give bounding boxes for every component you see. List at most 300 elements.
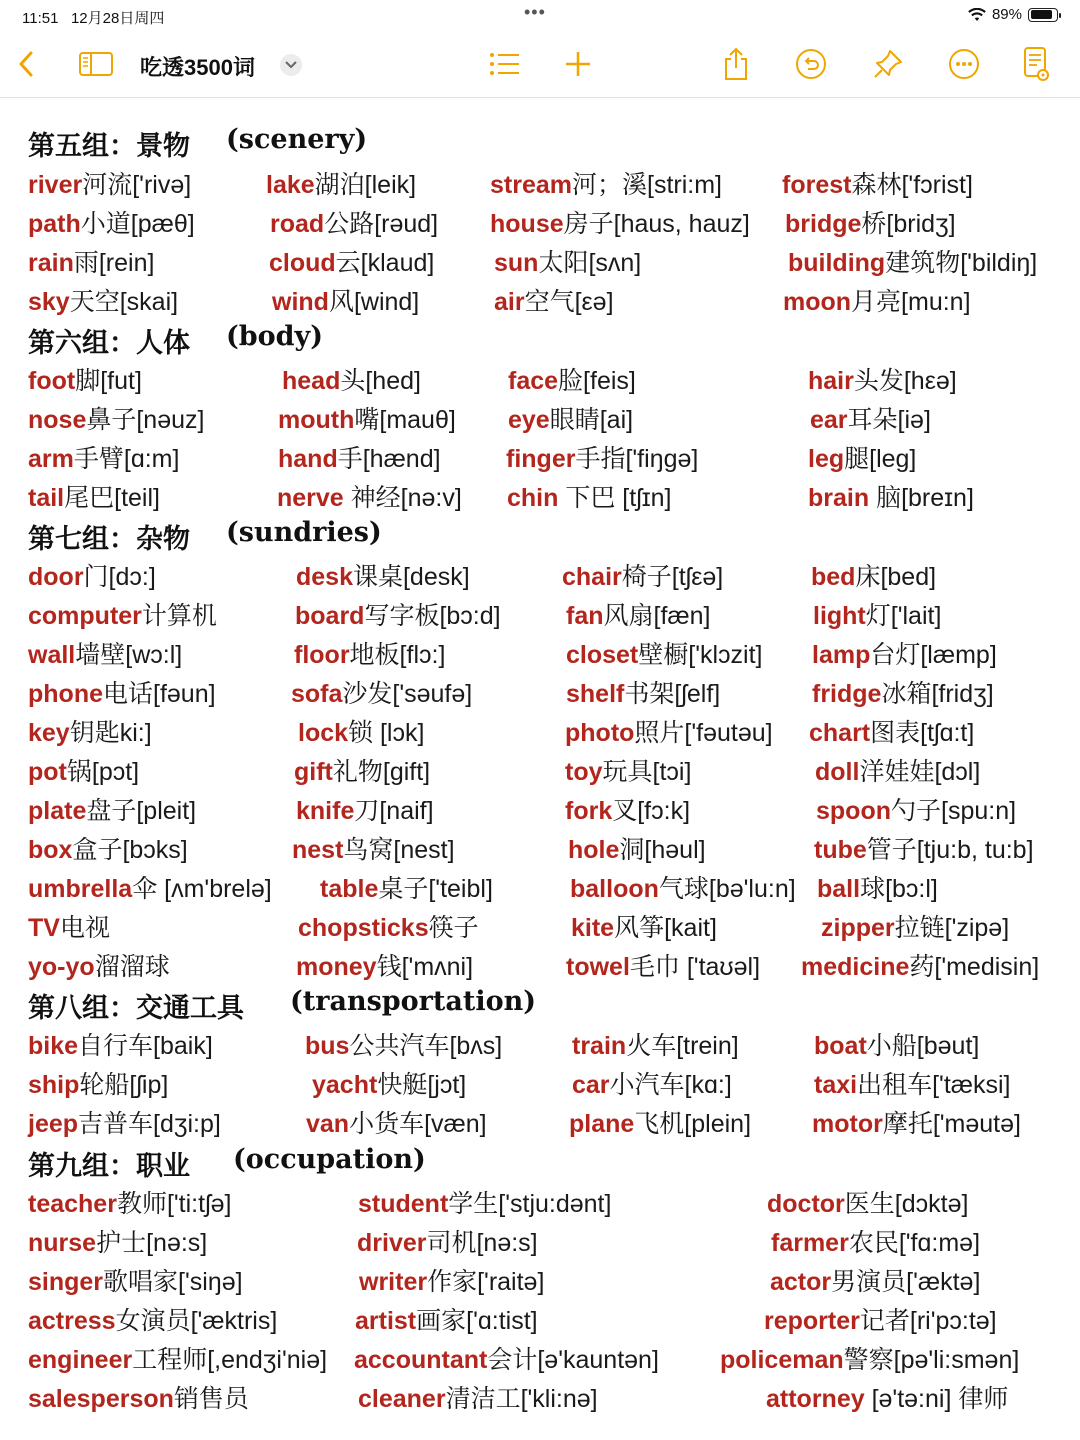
checklist-button[interactable] bbox=[485, 44, 525, 84]
vocab-entry bbox=[570, 874, 796, 904]
plus-icon bbox=[565, 51, 591, 77]
vocab-word: motor bbox=[812, 1110, 883, 1138]
vocab-meaning: [ə'tə:ni] 律师 bbox=[864, 1385, 1009, 1413]
vocab-entry bbox=[270, 209, 438, 239]
vocab-meaning: 小汽车[kɑ:] bbox=[609, 1071, 732, 1099]
vocab-word: boat bbox=[814, 1032, 867, 1060]
vocab-meaning: 公路[rəud] bbox=[324, 210, 439, 238]
vocab-entry bbox=[295, 601, 501, 631]
vocab-word: eye bbox=[508, 406, 550, 434]
vocab-word: forest bbox=[782, 171, 852, 199]
section-heading-cn: 第九组：职业 bbox=[28, 1151, 190, 1182]
vocab-word: salesperson bbox=[28, 1385, 174, 1413]
vocab-entry bbox=[814, 835, 1034, 865]
vocab-word: face bbox=[508, 367, 559, 395]
vocab-meaning: 手指['fiŋgə] bbox=[575, 445, 699, 473]
vocab-meaning: 农民['fɑ:mə] bbox=[848, 1229, 981, 1257]
title-menu-button[interactable] bbox=[280, 54, 302, 76]
vocab-word: money bbox=[296, 953, 377, 981]
vocab-entry bbox=[809, 718, 974, 748]
vocab-word: rain bbox=[28, 249, 74, 277]
vocab-meaning: 勺子[spu:n] bbox=[891, 797, 1017, 825]
section-heading bbox=[28, 321, 324, 360]
section-heading-en: (transportation) bbox=[290, 986, 537, 1017]
wifi-icon bbox=[968, 8, 986, 22]
status-right bbox=[968, 6, 1058, 23]
vocab-entry bbox=[568, 835, 706, 865]
section-heading bbox=[28, 124, 368, 163]
vocab-word: gift bbox=[294, 758, 333, 786]
vocab-entry bbox=[28, 1267, 243, 1297]
vocab-word: actress bbox=[28, 1307, 116, 1335]
vocab-word: bridge bbox=[785, 210, 862, 238]
vocab-word: house bbox=[490, 210, 564, 238]
vocab-meaning: 门[dɔ:] bbox=[83, 563, 156, 591]
vocab-word: foot bbox=[28, 367, 76, 395]
vocab-word: light bbox=[813, 602, 866, 630]
vocab-word: phone bbox=[28, 680, 103, 708]
vocab-word: writer bbox=[359, 1268, 428, 1296]
section-heading-en: (body) bbox=[226, 321, 324, 352]
vocab-entry bbox=[814, 1031, 979, 1061]
list-icon bbox=[489, 52, 521, 76]
section-heading bbox=[28, 517, 382, 556]
section-heading-cn: 第七组：杂物 bbox=[28, 524, 190, 555]
vocab-meaning: 男演员['æktə] bbox=[831, 1268, 981, 1296]
vocab-meaning: 手[hænd] bbox=[337, 445, 441, 473]
vocab-entry bbox=[811, 562, 936, 592]
vocab-word: sofa bbox=[291, 680, 343, 708]
vocab-entry bbox=[28, 444, 179, 474]
section-heading-cn: 第八组：交通工具 bbox=[28, 993, 244, 1024]
vocab-word: chin bbox=[507, 484, 559, 512]
vocab-meaning: 锅[pɔt] bbox=[66, 758, 140, 786]
vocab-meaning: 钱['mʌni] bbox=[376, 953, 474, 981]
vocab-entry bbox=[572, 1070, 732, 1100]
vocab-word: lake bbox=[266, 171, 315, 199]
vocab-meaning: 电视 bbox=[59, 914, 110, 942]
add-button[interactable] bbox=[558, 44, 598, 84]
document-title[interactable]: 吃透3500词 bbox=[140, 55, 255, 80]
vocab-meaning: 医生[dɔktə] bbox=[844, 1190, 969, 1218]
vocab-entry bbox=[278, 444, 441, 474]
vocab-word: cleaner bbox=[358, 1385, 446, 1413]
vocab-word: spoon bbox=[816, 797, 891, 825]
vocab-meaning: 风筝[kait] bbox=[614, 914, 717, 942]
vocab-entry bbox=[565, 796, 690, 826]
section-heading bbox=[28, 986, 537, 1025]
vocab-word: knife bbox=[296, 797, 355, 825]
vocab-entry bbox=[298, 718, 424, 748]
vocab-meaning: 风扇[fæn] bbox=[603, 602, 711, 630]
vocab-entry bbox=[782, 170, 973, 200]
vocab-meaning: 墙壁[wɔ:l] bbox=[75, 641, 183, 669]
vocab-word: bus bbox=[305, 1032, 350, 1060]
vocab-entry bbox=[357, 1228, 538, 1258]
vocab-word: lock bbox=[298, 719, 349, 747]
vocab-entry bbox=[562, 562, 723, 592]
vocab-meaning: 出租车['tæksi] bbox=[857, 1071, 1011, 1099]
vocab-word: ear bbox=[810, 406, 848, 434]
vocab-meaning: 警察[pə'li:smən] bbox=[843, 1346, 1020, 1374]
vocab-word: chopsticks bbox=[298, 914, 429, 942]
vocab-entry bbox=[28, 483, 160, 513]
vocab-meaning: 鼻子[nəuz] bbox=[86, 406, 205, 434]
vocab-meaning: 球[bɔ:l] bbox=[860, 875, 938, 903]
vocab-word: mouth bbox=[278, 406, 355, 434]
status-bar bbox=[0, 0, 1080, 32]
vocab-word: sun bbox=[494, 249, 539, 277]
vocab-word: tail bbox=[28, 484, 65, 512]
vocab-word: jeep bbox=[28, 1110, 79, 1138]
vocab-word: medicine bbox=[801, 953, 910, 981]
vocab-meaning: 气球[bə'lu:n] bbox=[658, 875, 796, 903]
vocab-word: van bbox=[306, 1110, 350, 1138]
vocab-entry bbox=[490, 170, 722, 200]
vocab-meaning: 歌唱家['siŋə] bbox=[103, 1268, 243, 1296]
vocab-entry bbox=[28, 1306, 277, 1336]
vocab-meaning: 眼睛[ai] bbox=[549, 406, 634, 434]
sidebar-toggle-button[interactable] bbox=[76, 44, 116, 84]
vocab-meaning: 头发[hεə] bbox=[853, 367, 957, 395]
vocab-entry bbox=[28, 366, 142, 396]
vocab-meaning: 画家['ɑ:tist] bbox=[416, 1307, 538, 1335]
vocab-meaning: 拉链['zipə] bbox=[894, 914, 1010, 942]
vocab-entry bbox=[766, 1384, 1008, 1414]
vocab-entry bbox=[569, 1109, 751, 1139]
vocab-entry bbox=[812, 1109, 1021, 1139]
vocab-meaning: 女演员['æktris] bbox=[115, 1307, 278, 1335]
vocab-entry bbox=[298, 913, 479, 943]
section-heading-cn: 第五组：景物 bbox=[28, 131, 190, 162]
vocab-meaning: 森林['fɔrist] bbox=[851, 171, 973, 199]
vocab-meaning: 销售员 bbox=[173, 1385, 249, 1413]
vocab-word: desk bbox=[296, 563, 353, 591]
vocab-word: path bbox=[28, 210, 81, 238]
note-body[interactable] bbox=[0, 98, 1080, 1440]
vocab-entry bbox=[808, 444, 916, 474]
vocab-word: yacht bbox=[312, 1071, 378, 1099]
vocab-meaning: 快艇[jɔt] bbox=[377, 1071, 467, 1099]
vocab-meaning: 沙发['səufə] bbox=[342, 680, 473, 708]
vocab-word: cloud bbox=[269, 249, 336, 277]
vocab-entry bbox=[767, 1189, 968, 1219]
vocab-entry bbox=[359, 1267, 544, 1297]
vocab-entry bbox=[354, 1345, 659, 1375]
vocab-meaning: 桥[bridʒ] bbox=[861, 210, 956, 238]
sidebar-icon bbox=[78, 50, 114, 78]
vocab-meaning: 学生['stju:dənt] bbox=[448, 1190, 612, 1218]
vocab-meaning: 嘴[mauθ] bbox=[354, 406, 456, 434]
markup-button[interactable] bbox=[868, 44, 908, 84]
vocab-entry bbox=[28, 209, 195, 239]
vocab-meaning: 尾巴[teil] bbox=[64, 484, 160, 512]
section-heading-en: (occupation) bbox=[233, 1144, 426, 1175]
vocab-meaning: 雨[rein] bbox=[73, 249, 155, 277]
vocab-entry bbox=[28, 1189, 231, 1219]
vocab-word: yo-yo bbox=[28, 953, 95, 981]
vocab-entry bbox=[320, 874, 493, 904]
vocab-meaning: 盘子[pleit] bbox=[86, 797, 197, 825]
vocab-word: singer bbox=[28, 1268, 104, 1296]
vocab-word: table bbox=[320, 875, 379, 903]
vocab-entry bbox=[771, 1228, 980, 1258]
vocab-word: teacher bbox=[28, 1190, 117, 1218]
vocab-entry bbox=[272, 287, 419, 317]
share-button[interactable] bbox=[716, 44, 756, 84]
more-icon bbox=[948, 48, 980, 80]
vocab-meaning: 洞[həul] bbox=[619, 836, 706, 864]
pin-icon bbox=[872, 48, 904, 80]
vocab-word: taxi bbox=[814, 1071, 858, 1099]
vocab-entry bbox=[815, 757, 980, 787]
vocab-entry bbox=[28, 1228, 207, 1258]
multitasking-dots[interactable]: ••• bbox=[524, 2, 546, 22]
vocab-meaning: 叉[fɔ:k] bbox=[612, 797, 691, 825]
vocab-entry bbox=[494, 287, 614, 317]
section-heading-cn: 第六组：人体 bbox=[28, 328, 190, 359]
vocab-word: nest bbox=[292, 836, 344, 864]
vocab-word: artist bbox=[355, 1307, 417, 1335]
vocab-meaning: 盒子[bɔks] bbox=[72, 836, 188, 864]
vocab-entry bbox=[566, 679, 720, 709]
vocab-entry bbox=[28, 718, 152, 748]
vocab-meaning: 脑[breɪn] bbox=[869, 484, 974, 512]
undo-icon bbox=[795, 48, 827, 80]
vocab-entry bbox=[817, 874, 938, 904]
section-heading-en: (scenery) bbox=[226, 124, 368, 155]
vocab-meaning: 天空[skai] bbox=[69, 288, 179, 316]
vocab-meaning: 椅子[tʃεə] bbox=[621, 563, 724, 591]
vocab-entry bbox=[266, 170, 416, 200]
vocab-word: fork bbox=[565, 797, 613, 825]
vocab-meaning: 云[klaud] bbox=[335, 249, 435, 277]
vocab-word: bed bbox=[811, 563, 856, 591]
notes-toolbar bbox=[0, 32, 1080, 98]
vocab-meaning: 湖泊[leik] bbox=[314, 171, 417, 199]
vocab-entry bbox=[28, 757, 139, 787]
vocab-meaning: 桌子['teibl] bbox=[378, 875, 493, 903]
vocab-entry bbox=[28, 796, 196, 826]
vocab-meaning: 月亮[mu:n] bbox=[851, 288, 971, 316]
vocab-entry bbox=[565, 757, 691, 787]
vocab-word: road bbox=[270, 210, 325, 238]
vocab-entry bbox=[28, 1031, 213, 1061]
vocab-word: box bbox=[28, 836, 73, 864]
vocab-entry bbox=[490, 209, 750, 239]
vocab-entry bbox=[812, 679, 994, 709]
vocab-meaning: 锁 [lɔk] bbox=[348, 719, 425, 747]
vocab-word: key bbox=[28, 719, 70, 747]
vocab-word: closet bbox=[566, 641, 639, 669]
vocab-entry bbox=[783, 287, 971, 317]
back-chevron-icon bbox=[16, 50, 36, 78]
vocab-word: nerve bbox=[277, 484, 344, 512]
vocab-entry bbox=[28, 835, 188, 865]
vocab-meaning: 台灯[læmp] bbox=[870, 641, 997, 669]
vocab-word: moon bbox=[783, 288, 852, 316]
vocab-meaning: 鸟窝[nest] bbox=[343, 836, 455, 864]
vocab-word: kite bbox=[571, 914, 615, 942]
vocab-meaning: 工程师[,endʒi'niə] bbox=[132, 1346, 328, 1374]
vocab-entry bbox=[296, 562, 470, 592]
vocab-entry bbox=[28, 287, 178, 317]
vocab-meaning: 手臂[ɑ:m] bbox=[73, 445, 180, 473]
vocab-meaning: 耳朵[iə] bbox=[847, 406, 931, 434]
vocab-word: doctor bbox=[767, 1190, 845, 1218]
vocab-entry bbox=[571, 913, 717, 943]
more-button[interactable] bbox=[944, 44, 984, 84]
vocab-entry bbox=[292, 835, 455, 865]
vocab-entry bbox=[306, 1109, 487, 1139]
vocab-meaning: 神经[nə:v] bbox=[343, 484, 462, 512]
vocab-entry bbox=[28, 1070, 168, 1100]
vocab-meaning: 灯['lait] bbox=[865, 602, 942, 630]
vocab-meaning: 床[bed] bbox=[855, 563, 937, 591]
vocab-meaning: 伞 [ʌm'brelə] bbox=[132, 875, 272, 903]
vocab-entry bbox=[566, 952, 760, 982]
vocab-meaning: 地板[flɔ:] bbox=[349, 641, 446, 669]
vocab-meaning: 飞机[plein] bbox=[634, 1110, 752, 1138]
battery-icon bbox=[1028, 8, 1058, 22]
vocab-entry bbox=[506, 444, 698, 474]
vocab-word: tube bbox=[814, 836, 867, 864]
vocab-entry bbox=[28, 952, 170, 982]
vocab-meaning: 河；溪[stri:m] bbox=[572, 171, 722, 199]
vocab-word: nurse bbox=[28, 1229, 97, 1257]
vocab-word: arm bbox=[28, 445, 74, 473]
vocab-meaning: 腿[leg] bbox=[844, 445, 917, 473]
vocab-meaning: 照片['fəutəu] bbox=[634, 719, 773, 747]
vocab-entry bbox=[282, 366, 421, 396]
vocab-entry bbox=[810, 405, 931, 435]
vocab-entry bbox=[294, 757, 430, 787]
vocab-word: pot bbox=[28, 758, 67, 786]
vocab-meaning: 玩具[tɔi] bbox=[602, 758, 692, 786]
vocab-meaning: 房子[haus, hauz] bbox=[563, 210, 750, 238]
vocab-entry bbox=[291, 679, 472, 709]
vocab-word: towel bbox=[566, 953, 630, 981]
vocab-meaning: 河流['rivə] bbox=[82, 171, 192, 199]
vocab-word: finger bbox=[506, 445, 576, 473]
back-button[interactable] bbox=[6, 44, 46, 84]
vocab-word: lamp bbox=[812, 641, 871, 669]
vocab-meaning: 记者[ri'pɔ:tə] bbox=[859, 1307, 997, 1335]
vocab-entry bbox=[814, 1070, 1011, 1100]
vocab-word: fan bbox=[566, 602, 604, 630]
vocab-word: wall bbox=[28, 641, 76, 669]
vocab-entry bbox=[296, 952, 473, 982]
vocab-entry bbox=[494, 248, 641, 278]
vocab-meaning: 刀[naif] bbox=[354, 797, 434, 825]
vocab-word: chair bbox=[562, 563, 622, 591]
vocab-meaning: 壁橱['klɔzit] bbox=[638, 641, 763, 669]
vocab-word: driver bbox=[357, 1229, 427, 1257]
vocab-entry bbox=[788, 248, 1037, 278]
vocab-word: policeman bbox=[720, 1346, 844, 1374]
vocab-word: balloon bbox=[570, 875, 659, 903]
vocab-entry bbox=[358, 1384, 598, 1414]
vocab-entry bbox=[358, 1189, 611, 1219]
vocab-entry bbox=[28, 640, 182, 670]
vocab-meaning: 管子[tju:b, tu:b] bbox=[866, 836, 1034, 864]
vocab-word: chart bbox=[809, 719, 871, 747]
vocab-entry bbox=[572, 1031, 739, 1061]
vocab-word: student bbox=[358, 1190, 449, 1218]
vocab-entry bbox=[508, 405, 633, 435]
vocab-entry bbox=[278, 405, 456, 435]
vocab-word: ball bbox=[817, 875, 861, 903]
vocab-entry bbox=[28, 1109, 221, 1139]
battery-fill bbox=[1031, 10, 1053, 19]
vocab-meaning: 轮船[ʃip] bbox=[79, 1071, 169, 1099]
vocab-entry bbox=[28, 874, 272, 904]
section-heading-en: (sundries) bbox=[226, 517, 382, 548]
status-time: 11:51 12月28日周四 bbox=[22, 10, 165, 27]
vocab-entry bbox=[816, 796, 1016, 826]
vocab-meaning: 教师['ti:tʃə] bbox=[116, 1190, 232, 1218]
vocab-meaning: 公共汽车[bʌs] bbox=[349, 1032, 503, 1060]
vocab-entry bbox=[808, 366, 957, 396]
new-note-button[interactable] bbox=[1016, 44, 1056, 84]
vocab-word: TV bbox=[28, 914, 60, 942]
vocab-meaning: 小道[pæθ] bbox=[80, 210, 195, 238]
vocab-meaning: 清洁工['kli:nə] bbox=[445, 1385, 598, 1413]
vocab-meaning: 计算机 bbox=[141, 602, 217, 630]
vocab-word: brain bbox=[808, 484, 870, 512]
vocab-entry bbox=[294, 640, 445, 670]
vocab-word: shelf bbox=[566, 680, 625, 708]
vocab-meaning: 电话[fəun] bbox=[103, 680, 216, 708]
vocab-entry bbox=[821, 913, 1009, 943]
undo-button[interactable] bbox=[791, 44, 831, 84]
vocab-word: doll bbox=[815, 758, 860, 786]
vocab-meaning: 风[wind] bbox=[328, 288, 420, 316]
vocab-meaning: 冰箱[fridʒ] bbox=[881, 680, 994, 708]
vocab-word: head bbox=[282, 367, 341, 395]
vocab-word: train bbox=[572, 1032, 627, 1060]
vocab-word: bike bbox=[28, 1032, 79, 1060]
vocab-word: attorney bbox=[766, 1385, 865, 1413]
vocab-word: plate bbox=[28, 797, 87, 825]
vocab-word: building bbox=[788, 249, 886, 277]
vocab-word: floor bbox=[294, 641, 350, 669]
vocab-entry bbox=[507, 483, 672, 513]
vocab-word: umbrella bbox=[28, 875, 133, 903]
vocab-entry bbox=[277, 483, 462, 513]
vocab-meaning: 头[hed] bbox=[340, 367, 421, 395]
vocab-entry bbox=[305, 1031, 502, 1061]
vocab-entry bbox=[355, 1306, 538, 1336]
vocab-entry bbox=[720, 1345, 1019, 1375]
vocab-meaning: 下巴 [tʃɪn] bbox=[558, 484, 672, 512]
vocab-meaning: 司机[nə:s] bbox=[426, 1229, 538, 1257]
vocab-entry bbox=[28, 562, 156, 592]
vocab-meaning: 护士[nə:s] bbox=[96, 1229, 208, 1257]
vocab-meaning: 写字板[bɔ:d] bbox=[364, 602, 501, 630]
vocab-meaning: 洋娃娃[dɔl] bbox=[859, 758, 981, 786]
vocab-meaning: 自行车[baik] bbox=[78, 1032, 213, 1060]
vocab-word: board bbox=[295, 602, 365, 630]
vocab-entry bbox=[28, 248, 154, 278]
vocab-entry bbox=[296, 796, 434, 826]
vocab-word: car bbox=[572, 1071, 610, 1099]
vocab-entry bbox=[28, 405, 204, 435]
vocab-word: plane bbox=[569, 1110, 635, 1138]
vocab-entry bbox=[28, 601, 217, 631]
vocab-word: hair bbox=[808, 367, 854, 395]
vocab-entry bbox=[808, 483, 974, 513]
